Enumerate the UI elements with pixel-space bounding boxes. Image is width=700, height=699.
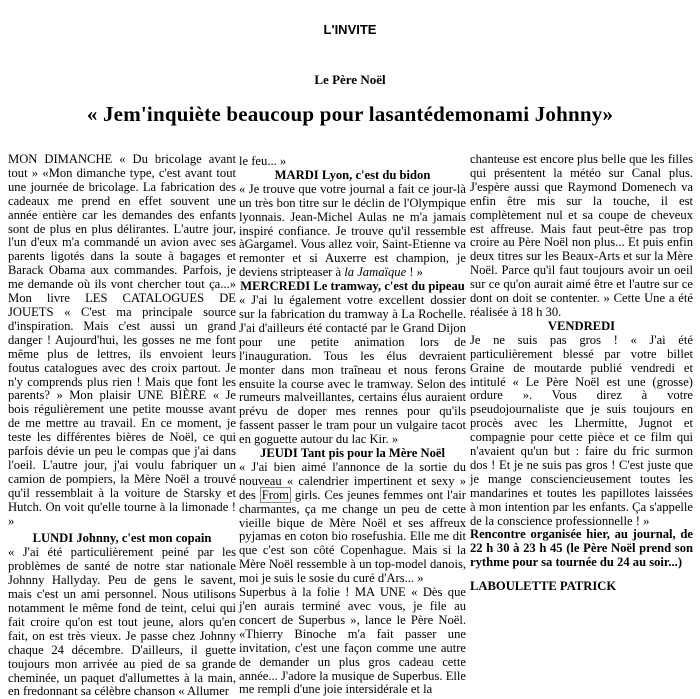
subheading-vendredi: VENDREDI (547, 318, 616, 333)
paragraph-dimanche (8, 153, 236, 528)
article-column-2 (239, 155, 466, 697)
subheading-lundi: LUNDI Johnny, c'est mon copain (32, 531, 212, 546)
article-column-1 (8, 153, 236, 699)
mardi-end: ! » (406, 265, 423, 280)
subheading-mercredi: MERCREDI Le tramway, c'est du pipeau (240, 279, 465, 294)
mardi-italic: la Jamaïque (344, 265, 407, 280)
paragraph-une-end: chanteuse est encore plus belle que les filles qui présentent la météo sur Canal plus. J'espère aussi que Raymond Domenech va enfin être mis sur la touche, il est complètement nul et sa coupe de cheveux est affreuse. Mais faut peut-être pas trop croire au Père Noël non plus... Et puis enfin deux titres sur les Beaux-Arts et sur la Mère Noël. Parce qu'il faut toujours avoir un oeil sur ce qu'on aurait aimé être et l'autre sur ce dont on doit se contenter. » Cette Une a été réalisée à 18 h 30. (470, 152, 693, 319)
subheading-mardi: MARDI Lyon, c'est du bidon (274, 167, 431, 182)
jeudi-text-b: girls. Ces jeunes femmes ont l'air charmantes, ça me change un peu de cette vieille bique de Mère Noël et ses affreux pyjamas en coton bio rosefushia. Elle me dit que c'est son côté Copenhague. Mais si la Mère Noël ressemble à un top-model danois, moi je suis le sosie du curé d'Ars... » (239, 487, 466, 586)
article-column-3 (470, 153, 693, 594)
dimanche-lead: MON DIMANCHE (8, 152, 113, 166)
paragraph-mercredi: « J'ai lu également votre excellent dossier sur la fabrication du tramway à La Rochelle. J'ai d'ailleurs été contacté par le Grand Dijon pour une petite animation lors de l'inauguration. Tous les élus devraient monter dans mon traîneau et nous ferons ensuite la course avec le tramway. Selon des rumeurs malveillantes, certains élus auraient prévu de doper mes rennes pour qu'ils fassent passer le tram pour un vulgaire tacot en goguette autour du lac Kir. » (239, 293, 466, 447)
mardi-text: « Je trouve que votre journal a fait ce jour-là un très bon titre sur le déclin de l'Olympique lyonnais. Jean-Michel Aulas ne m'a jamais inspiré confiance. Je trouve qu'il ressemble àGargamel. Vous allez voir, Saint-Etienne va remonter et si Auxerre est champion, je deviens stripteaser à (239, 181, 466, 280)
subheading-jeudi: JEUDI Tant pis pour la Mère Noël (260, 446, 445, 461)
highlighted-word: From (261, 487, 289, 502)
paragraph-jeudi (239, 461, 466, 586)
paragraph-une: Superbus à la folie ! MA UNE « Dès que j'en aurais terminé avec vous, je file au concert de Superbus », lance le Père Noël. «Thierry Binoche m'a fait passer une invitation, c'est une façon comme une autre de demander un plus gros cadeau cette année... J'adore la musique de Superbus. Elle me rempli d'une joie intersidérale et la (239, 585, 466, 697)
article-kicker: Le Père Noël (314, 72, 386, 87)
jeudi-text-a: « J'ai bien aimé l'annonce de la sortie du nouveau « calendrier impertinent et sexy » des (239, 459, 466, 502)
article-headline: « Jem'inquiète beaucoup pour lasantédemonami Johnny» (86, 102, 614, 126)
author-byline: LABOULETTE PATRICK (470, 579, 617, 594)
paragraph-lundi-end: le feu... » (239, 154, 287, 168)
paragraph-lundi: « J'ai été particulièrement peiné par les problèmes de santé de notre star nationale Johnny Hallyday. Peu de gens le savent, mais c'est un ami personnel. Nous utilisons notamment le même fond de teint, celui qui fait croire qu'on est tout jeune, alors qu'en fait, on est très vieux. Je passe chez Johnny chaque 24 décembre. D'ailleurs, il guette toujours mon arrivée au pied de sa grande cheminée, un paquet d'allumettes à la main, en fredonnant sa célèbre chanson « Allumer (8, 545, 236, 699)
paragraph-mardi (239, 183, 466, 280)
section-label: L'INVITE (323, 22, 377, 37)
dimanche-text: « Du bricolage avant tout » «Mon dimanche type, c'est avant tout une journée de bricolage. La fabrication des cadeaux me prend en effet souvent une année entière car les demandes des enfants sont de plus en plus délirantes. L'autre jour, l'un d'eux m'a commandé un avion avec ses parents ligotés dans la soute à bagages et Barack Obama aux commandes. Parfois, je me demande où ils vont chercher tout ça...» Mon livre LES CATALOGUES DE JOUETS « C'est ma principale source d'inspiration. Mais c'est aussi un grand danger ! Aujourd'hui, les gosses ne me font même plus de lettres, ils envoient leurs foutus catalogues avec des croix partout. Je n'y comprends plus rien ! Mais que font les parents? » Mon plaisir UNE BIÈRE « Je bois régulièrement une petite mousse avant de me mettre au travail. En ce moment, je teste les différentes bières de Noël, ce qui parfois dévie un peu le compas que j'ai dans l'oeil. L'autre jour, j'ai voulu fabriquer un camion de pompiers, la Mère Noël a trouvé qu'il ressemblait à la voiture de Starsky et Hutch. On voit qu'elle tourne à la limonade ! » (8, 152, 237, 528)
paragraph-vendredi: Je ne suis pas gros ! « J'ai été particulièrement blessé par votre billet Graine de moutarde publié vendredi et intitulé « Le Père Noël est une (grosse) ordure ». Vous direz à votre pseudojournaliste que je suis toujours en procès avec les Lhermitte, Jugnot et compagnie pour cette pièce et ce film qui n'avaient qu'un but : faire du fric surmon dos ! Et je ne suis pas gros ! C'est juste que je mange consciencieusement toutes les mandarines et toutes les papillotes laissées à mon intention par les enfants. Ça s'appelle de la conscience professionnelle ! » (470, 332, 693, 528)
paragraph-rencontre: Rencontre organisée hier, au journal, de 22 h 30 à 23 h 45 (le Père Noël prend son rythme pour sa tournée du 24 au soir...) (470, 527, 693, 570)
